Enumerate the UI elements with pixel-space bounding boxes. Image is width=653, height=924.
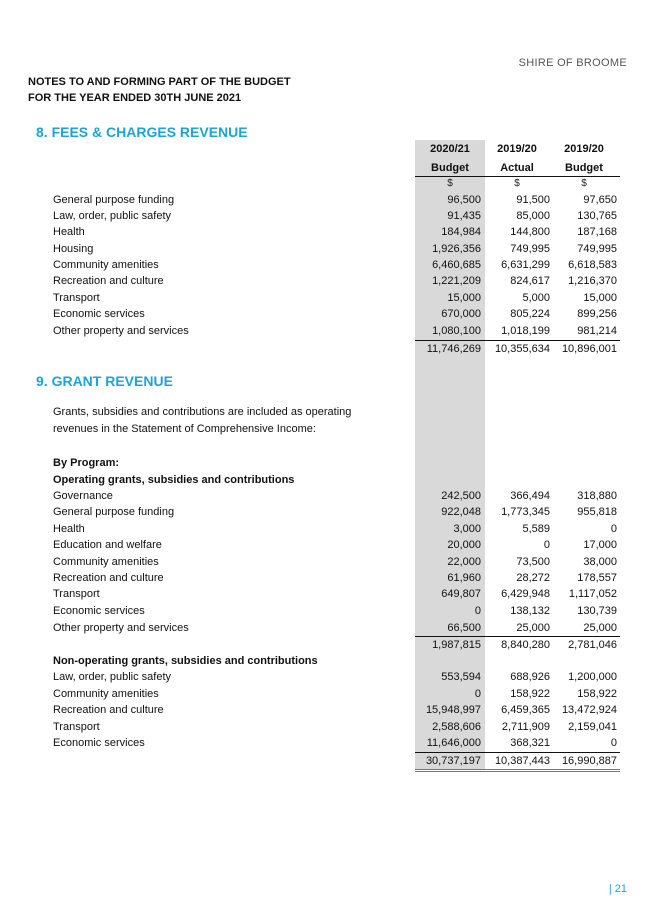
unit-label: $ — [514, 178, 520, 189]
value-2019-20-budget: 899,256 — [577, 308, 617, 320]
unit-label: $ — [581, 178, 587, 189]
grand-total-rule-lower — [415, 771, 620, 772]
value-2020-21-budget: 96,500 — [447, 194, 481, 206]
value-2020-21-budget: 11,646,000 — [426, 737, 481, 749]
value-2019-20-budget: 130,765 — [577, 210, 617, 222]
value-2019-20-budget: 15,000 — [583, 292, 617, 304]
value-2019-20-actual: 1,018,199 — [501, 325, 550, 337]
by-program-heading — [0, 455, 653, 471]
operating-heading — [0, 472, 653, 488]
column-kind: Actual — [500, 162, 534, 174]
value-2020-21-budget: 922,048 — [441, 506, 481, 518]
table-row — [0, 290, 653, 306]
table-row — [0, 192, 653, 208]
table-row — [0, 570, 653, 586]
value-2019-20-budget: 13,472,924 — [561, 704, 617, 716]
value-2020-21-budget: 184,984 — [441, 226, 481, 238]
value-2019-20-budget: 1,216,370 — [568, 275, 617, 287]
notes-title-line2: FOR THE YEAR ENDED 30TH JUNE 2021 — [28, 92, 242, 104]
value-2019-20-budget: 130,739 — [577, 605, 617, 617]
value-2020-21-budget: 2,588,606 — [432, 721, 481, 733]
value-2019-20-budget: 158,922 — [577, 688, 617, 700]
total-2019-20-budget: 10,896,001 — [561, 343, 617, 355]
row-label: Community amenities — [53, 556, 159, 568]
value-2020-21-budget: 0 — [474, 688, 481, 700]
table-row — [0, 323, 653, 339]
operating-heading-label: Operating grants, subsidies and contributions — [53, 474, 295, 486]
column-year: 2019/20 — [497, 143, 537, 155]
value-2020-21-budget: 22,000 — [447, 556, 481, 568]
table-row — [0, 603, 653, 619]
value-2019-20-budget: 2,159,041 — [568, 721, 617, 733]
column-year: 2020/21 — [430, 143, 470, 155]
unit-label: $ — [447, 178, 453, 189]
row-label: Recreation and culture — [53, 275, 164, 287]
value-2019-20-actual: 91,500 — [516, 194, 550, 206]
column-kind: Budget — [431, 162, 469, 174]
value-2019-20-actual: 1,773,345 — [501, 506, 550, 518]
table-row — [0, 620, 653, 636]
value-2019-20-budget: 25,000 — [583, 622, 617, 634]
grand-total-rule-upper — [415, 769, 620, 770]
column-header-2019-20-actual — [484, 140, 550, 178]
table-row — [0, 537, 653, 553]
column-header-2020-21-budget — [417, 140, 483, 178]
non-operating-heading — [0, 653, 653, 669]
value-2019-20-budget: 0 — [610, 523, 617, 535]
value-2019-20-budget: 981,214 — [577, 325, 617, 337]
total-2020-21-budget: 30,737,197 — [425, 755, 481, 767]
value-2019-20-budget: 6,618,583 — [568, 259, 617, 271]
row-label: Transport — [53, 588, 100, 600]
value-2019-20-actual: 6,459,365 — [501, 704, 550, 716]
value-2020-21-budget: 3,000 — [453, 523, 481, 535]
value-2019-20-actual: 158,922 — [510, 688, 550, 700]
by-program-label: By Program: — [53, 457, 120, 469]
total-row-operating — [0, 637, 653, 653]
value-2019-20-actual: 366,494 — [510, 490, 550, 502]
value-2019-20-budget: 318,880 — [577, 490, 617, 502]
column-year: 2019/20 — [564, 143, 604, 155]
value-2019-20-budget: 187,168 — [577, 226, 617, 238]
table-row — [0, 306, 653, 322]
table-row — [0, 702, 653, 718]
total-2019-20-budget: 16,990,887 — [561, 755, 617, 767]
table-row — [0, 241, 653, 257]
value-2019-20-budget: 1,117,052 — [568, 588, 617, 600]
value-2019-20-actual: 2,711,909 — [501, 721, 550, 733]
row-label: Community amenities — [53, 259, 159, 271]
grants-intro — [53, 404, 383, 438]
non-operating-heading-label: Non-operating grants, subsidies and contributions — [53, 655, 318, 667]
value-2020-21-budget: 0 — [474, 605, 481, 617]
value-2020-21-budget: 6,460,685 — [432, 259, 481, 271]
value-2019-20-actual: 0 — [543, 539, 550, 551]
notes-title-line1: NOTES TO AND FORMING PART OF THE BUDGET — [28, 76, 291, 88]
row-label: Other property and services — [53, 622, 189, 634]
value-2019-20-actual: 85,000 — [516, 210, 550, 222]
total-2020-21-budget: 1,987,815 — [432, 639, 481, 651]
value-2019-20-budget: 0 — [610, 737, 617, 749]
row-label: Housing — [53, 243, 94, 255]
total-2020-21-budget: 11,746,269 — [426, 343, 481, 355]
value-2020-21-budget: 242,500 — [441, 490, 481, 502]
row-label: General purpose funding — [53, 194, 175, 206]
column-header-2019-20-budget — [551, 140, 617, 178]
section-title-fees: 8. FEES & CHARGES REVENUE — [36, 124, 248, 140]
value-2020-21-budget: 20,000 — [447, 539, 481, 551]
value-2020-21-budget: 649,807 — [441, 588, 481, 600]
value-2019-20-budget: 955,818 — [577, 506, 617, 518]
table-row — [0, 488, 653, 504]
value-2019-20-budget: 178,557 — [577, 572, 617, 584]
value-2019-20-budget: 1,200,000 — [568, 671, 617, 683]
table-row — [0, 586, 653, 602]
total-2019-20-actual: 10,355,634 — [494, 343, 550, 355]
row-label: Economic services — [53, 737, 145, 749]
row-label: General purpose funding — [53, 506, 175, 518]
total-2019-20-actual: 10,387,443 — [494, 755, 550, 767]
value-2020-21-budget: 66,500 — [447, 622, 481, 634]
value-2019-20-actual: 73,500 — [516, 556, 550, 568]
value-2019-20-actual: 824,617 — [510, 275, 550, 287]
organization-name: SHIRE OF BROOME — [518, 57, 627, 69]
value-2019-20-budget: 17,000 — [583, 539, 617, 551]
total-2019-20-actual: 8,840,280 — [501, 639, 550, 651]
value-2019-20-actual: 144,800 — [510, 226, 550, 238]
row-label: Governance — [53, 490, 113, 502]
row-label: Law, order, public safety — [53, 671, 172, 683]
value-2019-20-actual: 688,926 — [510, 671, 550, 683]
table-row — [0, 257, 653, 273]
value-2020-21-budget: 15,000 — [447, 292, 481, 304]
value-2020-21-budget: 91,435 — [447, 210, 481, 222]
notes-title — [28, 74, 291, 106]
column-kind: Budget — [565, 162, 603, 174]
row-label: Transport — [53, 721, 100, 733]
value-2020-21-budget: 1,221,209 — [432, 275, 481, 287]
value-2020-21-budget: 670,000 — [441, 308, 481, 320]
row-label: Health — [53, 523, 85, 535]
table-row — [0, 669, 653, 685]
table-row — [0, 521, 653, 537]
row-label: Economic services — [53, 605, 145, 617]
table-row — [0, 735, 653, 751]
value-2019-20-actual: 368,321 — [510, 737, 550, 749]
table-row — [0, 224, 653, 240]
grants-intro-line1: Grants, subsidies and contributions are included as operating — [53, 406, 352, 418]
row-label: Other property and services — [53, 325, 189, 337]
row-label: Health — [53, 226, 85, 238]
value-2019-20-actual: 805,224 — [510, 308, 550, 320]
total-2019-20-budget: 2,781,046 — [568, 639, 617, 651]
row-label: Recreation and culture — [53, 704, 164, 716]
value-2019-20-actual: 6,429,948 — [501, 588, 550, 600]
value-2019-20-actual: 6,631,299 — [501, 259, 550, 271]
value-2020-21-budget: 1,080,100 — [432, 325, 481, 337]
grants-intro-line2: revenues in the Statement of Comprehensive Income: — [53, 423, 316, 435]
value-2020-21-budget: 61,960 — [447, 572, 481, 584]
row-label: Community amenities — [53, 688, 159, 700]
row-label: Transport — [53, 292, 100, 304]
value-2019-20-budget: 97,650 — [583, 194, 617, 206]
row-label: Education and welfare — [53, 539, 162, 551]
value-2020-21-budget: 553,594 — [441, 671, 481, 683]
value-2019-20-actual: 5,589 — [522, 523, 550, 535]
table-row — [0, 504, 653, 520]
total-row-non-operating — [0, 753, 653, 769]
total-row-fees — [0, 341, 653, 357]
row-label: Economic services — [53, 308, 145, 320]
value-2020-21-budget: 15,948,997 — [425, 704, 481, 716]
value-2019-20-budget: 749,995 — [577, 243, 617, 255]
table-row — [0, 273, 653, 289]
table-row — [0, 208, 653, 224]
row-label: Law, order, public safety — [53, 210, 172, 222]
section-title-grants: 9. GRANT REVENUE — [36, 373, 173, 389]
value-2019-20-actual: 5,000 — [522, 292, 550, 304]
row-label: Recreation and culture — [53, 572, 164, 584]
value-2019-20-budget: 38,000 — [583, 556, 617, 568]
header-rule — [415, 176, 620, 177]
value-2019-20-actual: 749,995 — [510, 243, 550, 255]
page-number: | 21 — [608, 883, 627, 895]
value-2019-20-actual: 138,132 — [510, 605, 550, 617]
value-2020-21-budget: 1,926,356 — [432, 243, 481, 255]
value-2019-20-actual: 25,000 — [516, 622, 550, 634]
table-row — [0, 554, 653, 570]
table-row — [0, 719, 653, 735]
table-row — [0, 686, 653, 702]
value-2019-20-actual: 28,272 — [516, 572, 550, 584]
